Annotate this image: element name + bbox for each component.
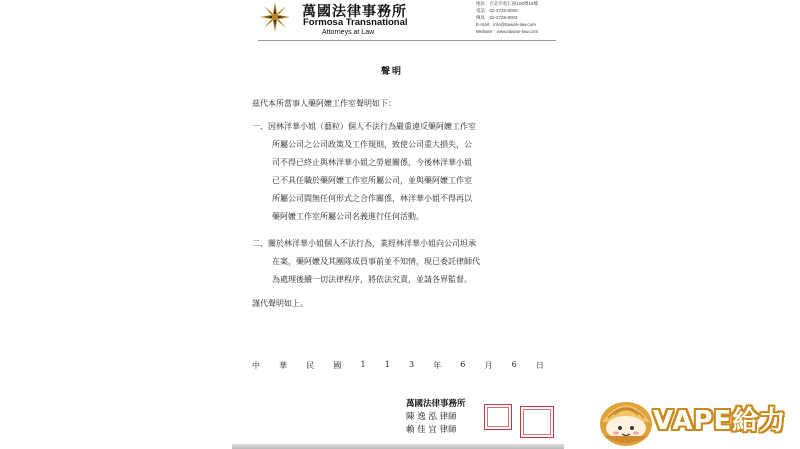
date-char: 華	[279, 361, 288, 370]
page-bottom-edge	[232, 444, 564, 449]
contact-email: E-mail：info@taiwan-law.com	[476, 22, 536, 27]
contact-website: Website：www.taiwan-law.com	[476, 29, 539, 34]
contact-phone: 電話：02-2728-8000	[476, 8, 518, 13]
closing-line: 謹代聲明如上。	[252, 299, 308, 308]
clause-1-line-2: 所屬公司之公司政策及工作規則，致使公司重大損失，公	[272, 140, 472, 149]
signature-lawyer-2: 賴 佳 宜 律師	[406, 425, 457, 435]
firm-name-chinese: 萬國法律事務所	[302, 4, 407, 20]
signature-firm: 萬國法律事務所	[406, 399, 466, 409]
date-char: 日	[535, 361, 544, 370]
lawyer-seal-1	[484, 404, 512, 430]
document-title: 聲明	[381, 67, 404, 77]
watermark-text: VAPE給力	[653, 406, 787, 436]
firm-seal	[520, 406, 554, 438]
date-char: 6	[460, 360, 466, 369]
clause-2-line-2: 在案，藥阿嬤及其團隊成員事前並不知情，現已委託律師代	[272, 257, 480, 266]
document-date	[252, 360, 544, 371]
date-char: 民	[306, 361, 315, 370]
clause-2-line-1: 二、關於林洋華小姐個人不法行為，業經林洋華小姐向公司坦承	[252, 239, 476, 248]
clause-1-line-5: 所屬公司間無任何形式之合作關係，林洋華小姐不得再以	[272, 194, 472, 203]
date-char: 年	[433, 361, 442, 370]
date-char: 中	[252, 361, 260, 370]
date-char: 月	[484, 361, 493, 370]
date-char: 6	[511, 360, 517, 369]
date-char: 1	[360, 360, 366, 369]
clause-2-line-3: 為處理後續一切法律程序，將依法究責，並請各界監督。	[272, 275, 472, 284]
clause-1-line-1: 一、因林洋華小姐（藝粒）個人不法行為嚴重違反藥阿嬤工作室	[252, 122, 476, 131]
contact-address: 地址：台北市松仁路100號15樓	[476, 1, 539, 6]
clause-1-line-4: 已不具任職於藥阿嬤工作室所屬公司，並與藥阿嬤工作室	[272, 176, 472, 185]
date-char: 3	[408, 360, 415, 369]
firm-subtitle: Attorneys at Law	[322, 29, 375, 36]
clause-1-line-6: 藥阿嬤工作室所屬公司名義進行任何活動。	[272, 212, 424, 221]
clause-1-line-3: 司不得已終止與林洋華小姐之勞雇關係，今後林洋華小姐	[272, 158, 472, 167]
date-char: 1	[384, 360, 390, 369]
firm-name-english: Formosa Transnational	[303, 17, 408, 28]
firm-logo-icon	[260, 2, 290, 32]
intro-line: 茲代本所當事人藥阿嬤工作室聲明如下：	[252, 99, 396, 108]
contact-fax: 傳真：02-2728-8003	[476, 15, 518, 20]
signature-lawyer-1: 陳 逸 泓 律師	[406, 412, 457, 422]
date-char: 國	[333, 361, 342, 370]
header-divider	[258, 40, 556, 41]
